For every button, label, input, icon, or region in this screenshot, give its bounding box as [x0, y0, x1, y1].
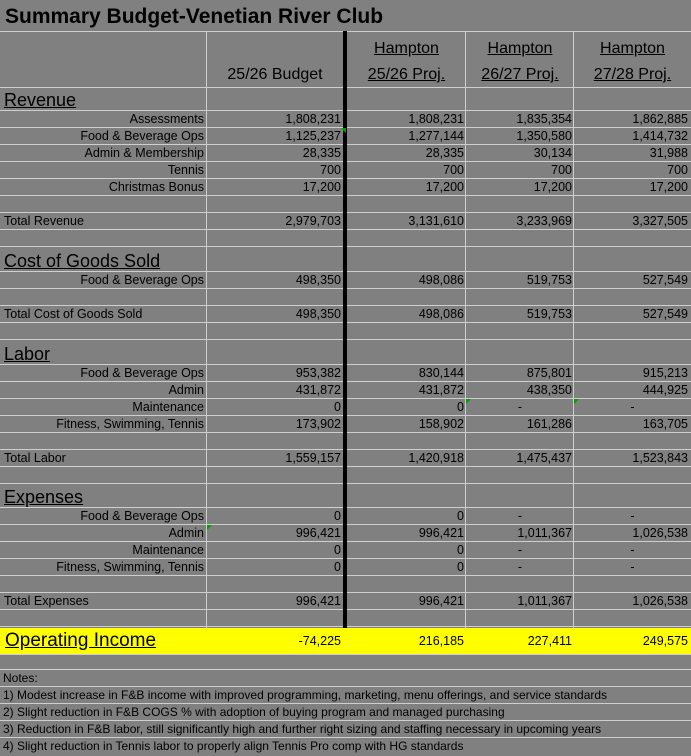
cell-value[interactable]: 1,862,885 — [632, 112, 688, 126]
cell-value[interactable]: 28,335 — [425, 146, 464, 160]
cell-value[interactable]: 1,011,367 — [517, 526, 572, 540]
comment-marker-icon[interactable] — [466, 399, 471, 404]
row-label[interactable]: Fitness, Swimming, Tennis — [56, 417, 204, 431]
operating-income-label[interactable]: Operating Income — [5, 630, 157, 651]
cell-value[interactable]: 915,213 — [642, 366, 688, 380]
cell-value[interactable]: 498,350 — [295, 307, 341, 321]
cell-value[interactable]: 28,335 — [302, 146, 341, 160]
cell-value[interactable]: 996,421 — [295, 526, 341, 540]
section-title-labor[interactable]: Labor — [4, 344, 51, 364]
cell-value[interactable]: 996,421 — [295, 594, 341, 608]
col-header-hampton-2[interactable]: Hampton — [487, 40, 553, 57]
cell-value[interactable]: 1,026,538 — [632, 594, 688, 608]
operating-income-value[interactable]: 216,185 — [418, 634, 464, 648]
cell-value[interactable]: - — [517, 509, 523, 523]
cell-value[interactable]: 1,350,580 — [516, 129, 572, 143]
cell-value[interactable]: - — [517, 400, 523, 414]
cell-value[interactable]: 17,200 — [649, 180, 688, 194]
sheet-title[interactable]: Summary Budget-Venetian River Club — [5, 5, 384, 28]
cell-value[interactable]: 431,872 — [418, 383, 464, 397]
row-label[interactable]: Admin & Membership — [84, 146, 204, 160]
cell-value[interactable]: 498,350 — [295, 273, 341, 287]
row-label[interactable]: Maintenance — [132, 543, 204, 557]
cell-value[interactable]: - — [630, 560, 635, 574]
col-header-proj-2[interactable]: 26/27 Proj. — [481, 66, 559, 83]
cell-value[interactable]: 17,200 — [533, 180, 572, 194]
cell-value[interactable]: 1,277,144 — [408, 129, 464, 143]
cell-value[interactable]: 700 — [551, 163, 572, 177]
cell-value[interactable]: 31,988 — [649, 146, 688, 160]
cell-value[interactable]: 875,801 — [526, 366, 572, 380]
col-header-budget[interactable]: 25/26 Budget — [227, 66, 323, 83]
cell-value[interactable]: 953,382 — [295, 366, 341, 380]
notes-title[interactable]: Notes: — [3, 671, 38, 685]
cell-value[interactable]: 700 — [443, 163, 464, 177]
cell-value[interactable]: 527,549 — [642, 273, 688, 287]
cell-value[interactable]: 498,086 — [418, 273, 464, 287]
comment-marker-icon[interactable] — [341, 128, 346, 133]
operating-income-value[interactable]: 227,411 — [527, 634, 572, 648]
row-label[interactable]: Total Labor — [4, 451, 66, 465]
row-label[interactable]: Total Revenue — [4, 214, 84, 228]
cell-value[interactable]: 173,902 — [295, 417, 341, 431]
cell-value[interactable]: 996,421 — [418, 594, 464, 608]
cell-value[interactable]: 0 — [334, 400, 341, 414]
cell-value[interactable]: 17,200 — [302, 180, 341, 194]
cell-value[interactable]: 830,144 — [418, 366, 464, 380]
cell-value[interactable]: 1,835,354 — [516, 112, 572, 126]
note-item[interactable]: 4) Slight reduction in Tennis labor to properly align Tennis Pro comp with HG standards — [3, 739, 464, 753]
row-label[interactable]: Maintenance — [132, 400, 204, 414]
row-label[interactable]: Food & Beverage Ops — [80, 509, 204, 523]
note-item[interactable]: 3) Reduction in F&B labor, still significantly high and further right sizing and staffing necessary in upcoming years — [3, 722, 602, 736]
gridline-horizontal — [0, 669, 691, 670]
cell-value[interactable]: 3,233,969 — [516, 214, 572, 228]
col-header-proj-3[interactable]: 27/28 Proj. — [593, 66, 672, 83]
row-label[interactable]: Admin — [168, 383, 204, 397]
cell-value[interactable]: 0 — [334, 543, 341, 557]
cell-value[interactable]: - — [517, 560, 523, 574]
comment-marker-icon[interactable] — [207, 525, 212, 530]
col-header-proj-1[interactable]: 25/26 Proj. — [367, 66, 446, 83]
row-label[interactable]: Total Cost of Goods Sold — [4, 307, 143, 321]
cell-value[interactable]: 1,475,437 — [516, 451, 572, 465]
cell-value[interactable]: 519,753 — [526, 307, 572, 321]
cell-value[interactable]: 2,979,703 — [285, 214, 341, 228]
cell-value[interactable]: 3,131,610 — [408, 214, 464, 228]
cell-value[interactable]: 996,421 — [418, 526, 464, 540]
section-title-revenue[interactable]: Revenue — [4, 90, 77, 110]
cell-value[interactable]: 1,414,732 — [632, 129, 688, 143]
cell-value[interactable]: 519,753 — [526, 273, 572, 287]
cell-value[interactable]: 1,011,367 — [517, 594, 572, 608]
row-label[interactable]: Food & Beverage Ops — [80, 129, 204, 143]
cell-value[interactable]: 700 — [667, 163, 688, 177]
cell-value[interactable]: 1,808,231 — [285, 112, 341, 126]
cell-value[interactable]: 1,808,231 — [408, 112, 464, 126]
row-label[interactable]: Admin — [168, 526, 204, 540]
row-label[interactable]: Fitness, Swimming, Tennis — [56, 560, 204, 574]
section-title-cogs[interactable]: Cost of Goods Sold — [4, 251, 161, 271]
row-label[interactable]: Food & Beverage Ops — [80, 273, 204, 287]
cell-value[interactable]: 1,559,157 — [285, 451, 341, 465]
cell-value[interactable]: 161,286 — [526, 417, 572, 431]
cell-value[interactable]: 0 — [334, 509, 341, 523]
cell-value[interactable]: 1,026,538 — [632, 526, 688, 540]
cell-value[interactable]: 527,549 — [642, 307, 688, 321]
cell-value[interactable]: 700 — [320, 163, 341, 177]
comment-marker-icon[interactable] — [574, 399, 579, 404]
cell-value[interactable]: 444,925 — [642, 383, 688, 397]
cell-value[interactable]: 17,200 — [425, 180, 464, 194]
operating-income-value[interactable]: -74,225 — [298, 634, 341, 648]
cell-value[interactable]: 1,420,918 — [408, 451, 464, 465]
cell-value[interactable]: 0 — [457, 400, 464, 414]
cell-value[interactable]: 0 — [457, 560, 464, 574]
cell-value[interactable]: 438,350 — [526, 383, 572, 397]
cell-value[interactable]: 163,705 — [642, 417, 688, 431]
row-label[interactable]: Food & Beverage Ops — [80, 366, 204, 380]
row-label[interactable]: Total Expenses — [4, 594, 89, 608]
cell-value[interactable]: 0 — [457, 509, 464, 523]
cell-value[interactable]: 158,902 — [418, 417, 464, 431]
cell-value[interactable]: 1,125,237 — [285, 129, 341, 143]
row-label[interactable]: Assessments — [129, 112, 204, 126]
row-label[interactable]: Tennis — [167, 163, 204, 177]
cell-value[interactable]: - — [630, 509, 635, 523]
note-item[interactable]: 2) Slight reduction in F&B COGS % with adoption of buying program and managed purchasing — [3, 705, 505, 719]
cell-value[interactable]: 0 — [334, 560, 341, 574]
cell-value[interactable]: 498,086 — [418, 307, 464, 321]
col-header-hampton-1[interactable]: Hampton — [374, 40, 439, 57]
col-header-hampton-3[interactable]: Hampton — [600, 40, 665, 57]
cell-value[interactable]: 30,134 — [533, 146, 572, 160]
row-label[interactable]: Christmas Bonus — [108, 180, 204, 194]
cell-value[interactable]: 431,872 — [295, 383, 341, 397]
note-item[interactable]: 1) Modest increase in F&B income with improved programming, marketing, menu offerings, and service standards — [3, 688, 608, 702]
cell-value[interactable]: - — [630, 400, 635, 414]
cell-value[interactable]: 0 — [457, 543, 464, 557]
cell-value[interactable]: 3,327,505 — [632, 214, 688, 228]
cell-value[interactable]: - — [630, 543, 635, 557]
section-title-expenses[interactable]: Expenses — [4, 487, 84, 507]
gridline-horizontal — [0, 654, 691, 655]
operating-income-value[interactable]: 249,575 — [642, 634, 688, 648]
cell-value[interactable]: 1,523,843 — [632, 451, 688, 465]
cell-value[interactable]: - — [517, 543, 523, 557]
